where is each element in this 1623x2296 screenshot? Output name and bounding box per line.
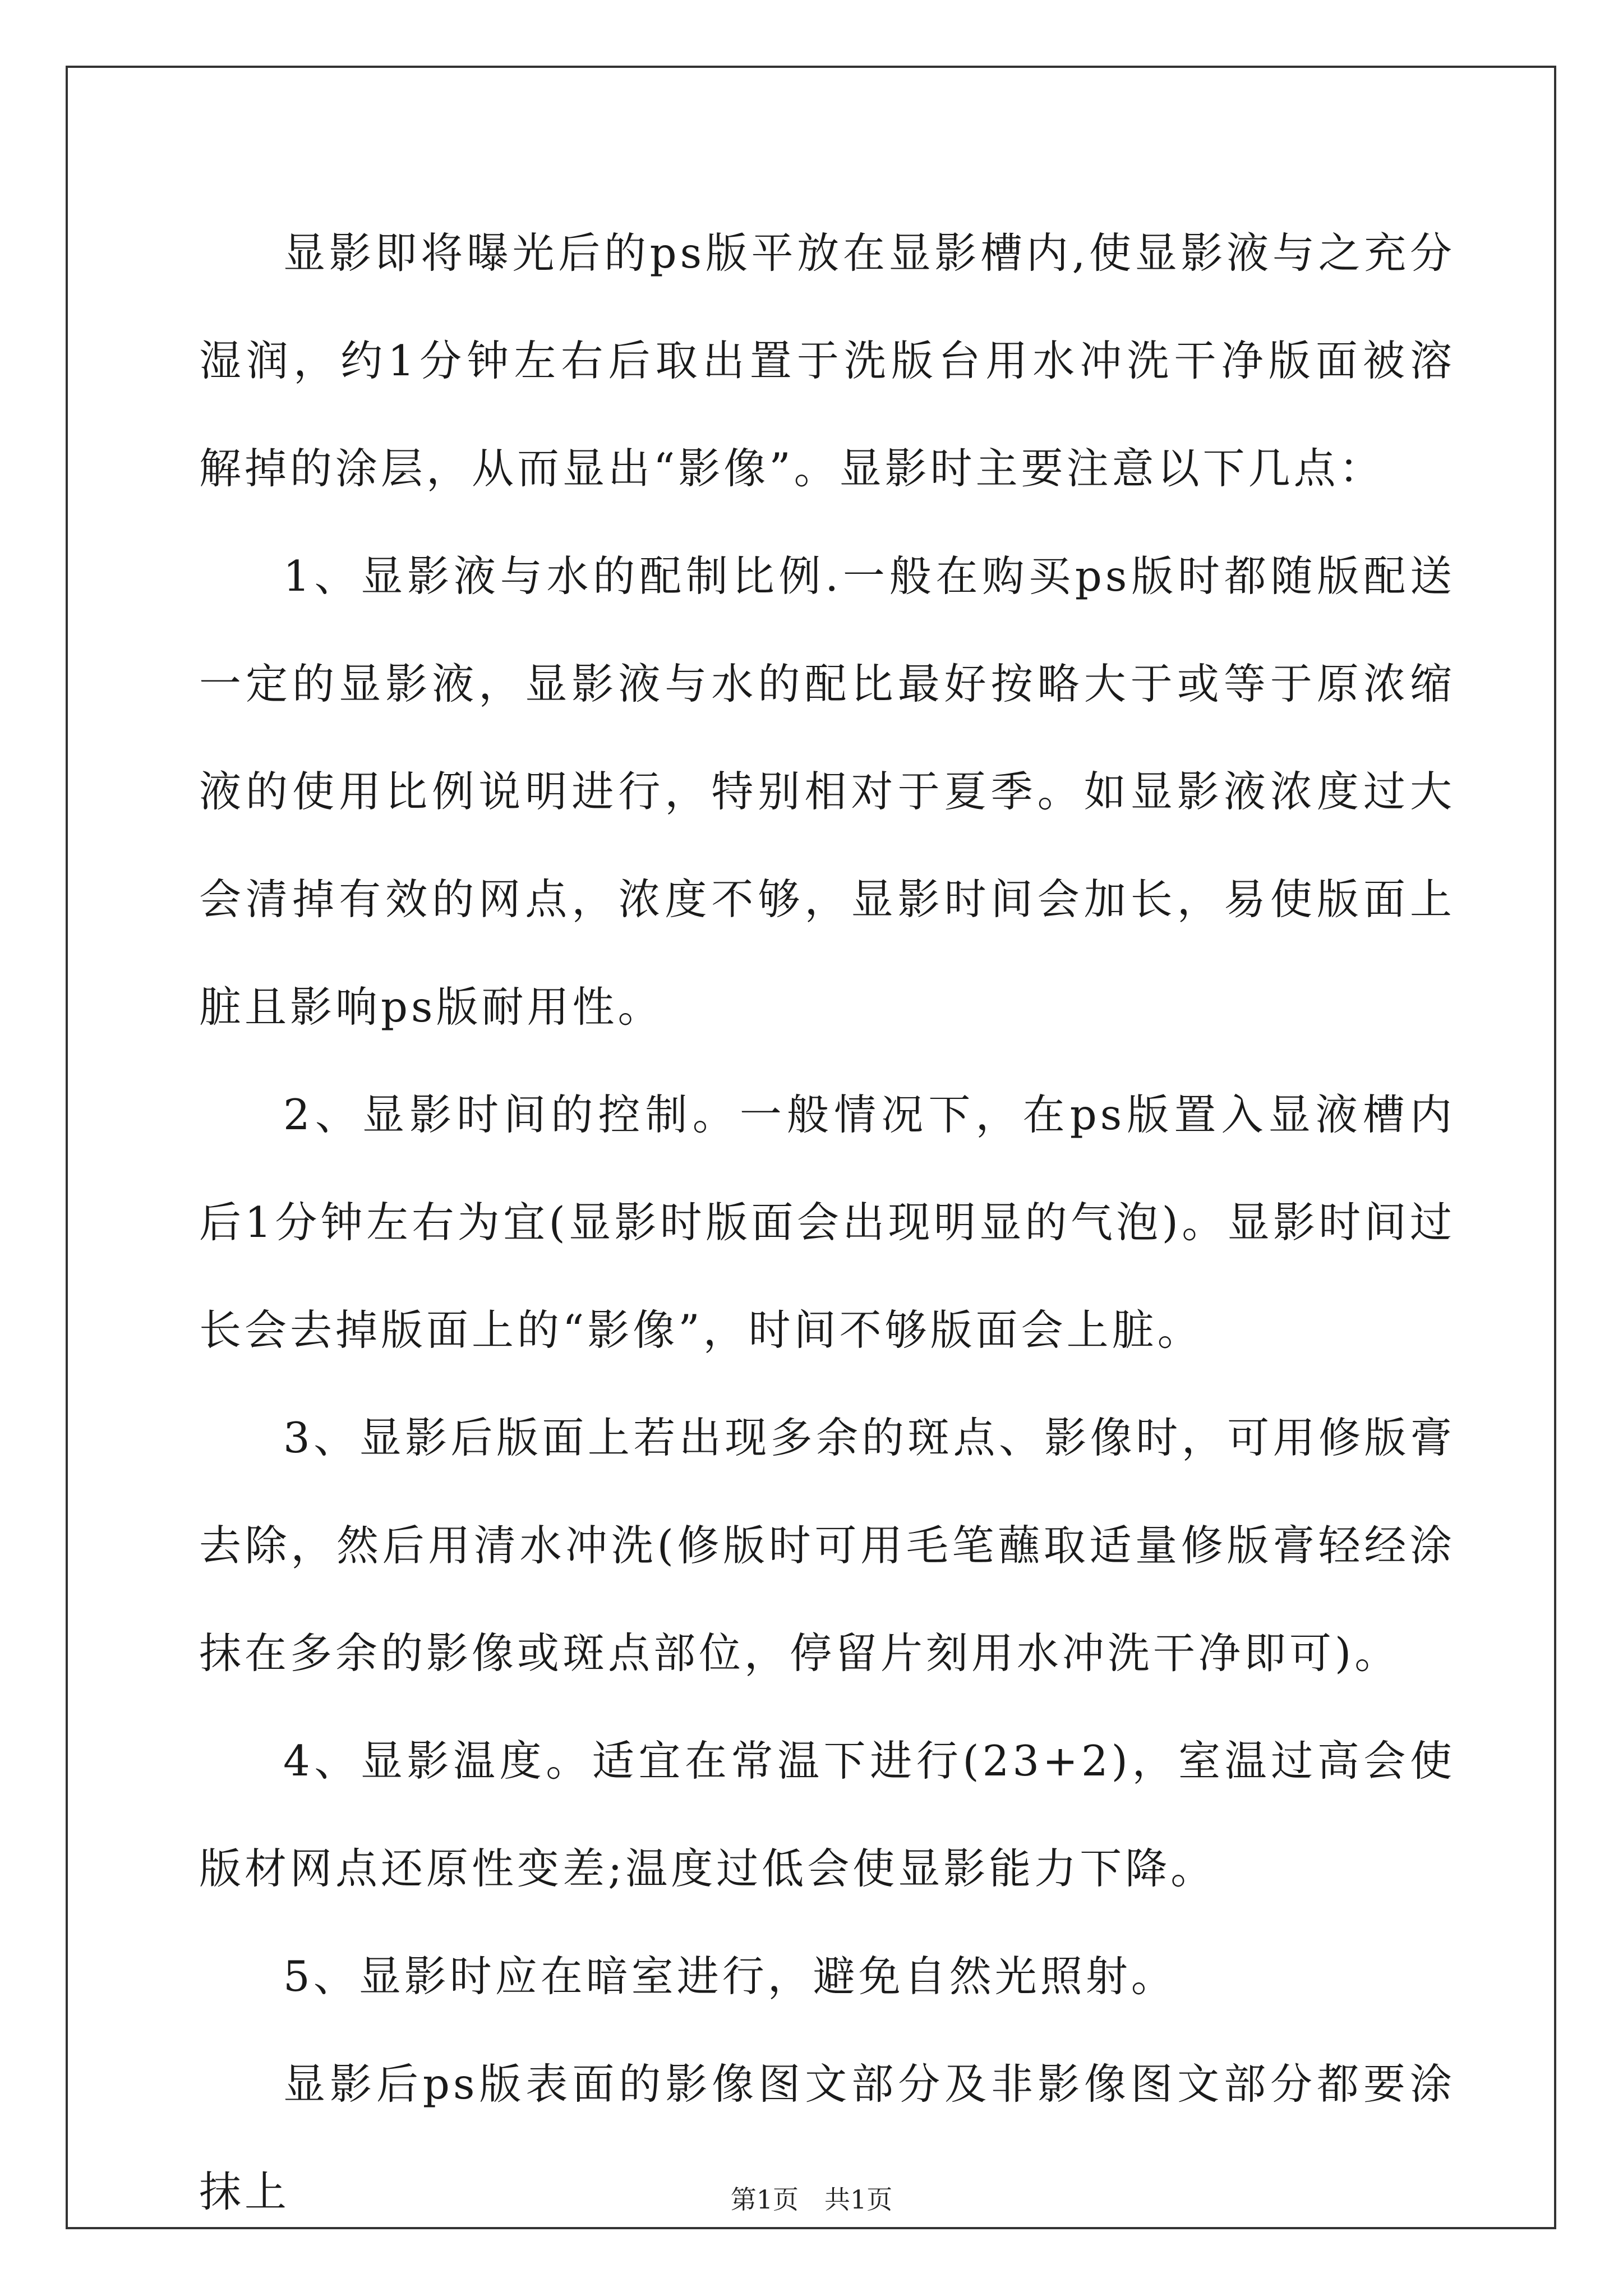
- document-body: [199, 199, 1455, 2246]
- paragraph-intro: 显影即将曝光后的ps版平放在显影槽内,使显影液与之充分湿润，约1分钟左右后取出置于洗版台用水冲洗干净版面被溶解掉的涂层，从而显出“影像”。显影时主要注意以下几点：: [199, 228, 1455, 493]
- paragraph-point-3: 3、显影后版面上若出现多余的斑点、影像时，可用修版膏去除，然后用清水冲洗(修版时可用毛笔蘸取适量修版膏轻经涂抹在多余的影像或斑点部位，停留片刻用水冲洗干净即可)。: [199, 1413, 1455, 1678]
- page-number-footer: 第1页 共1页: [730, 2184, 893, 2215]
- paragraph-point-5: 5、显影时应在暗室进行，避免自然光照射。: [283, 1952, 1177, 2001]
- paragraph-point-2: 2、显影时间的控制。一般情况下，在ps版置入显液槽内后1分钟左右为宜(显影时版面会出现明显的气泡)。显影时间过长会去掉版面上的“影像”，时间不够版面会上脏。: [199, 1090, 1455, 1355]
- paragraph-continuation: 显影后ps版表面的影像图文部分及非影像图文部分都要涂抹上: [199, 2059, 1455, 2216]
- paragraph-point-1: 1、显影液与水的配制比例.一般在购买ps版时都随版配送一定的显影液，显影液与水的配比最好按略大于或等于原浓缩液的使用比例说明进行，特别相对于夏季。如显影液浓度过大会清掉有效的网点，浓度不够，显影时间会加长，易使版面上脏且影响ps版耐用性。: [199, 551, 1455, 1032]
- paragraph-point-4: 4、显影温度。适宜在常温下进行(23+2)，室温过高会使版材网点还原性变差;温度过低会使显影能力下降。: [199, 1736, 1455, 1893]
